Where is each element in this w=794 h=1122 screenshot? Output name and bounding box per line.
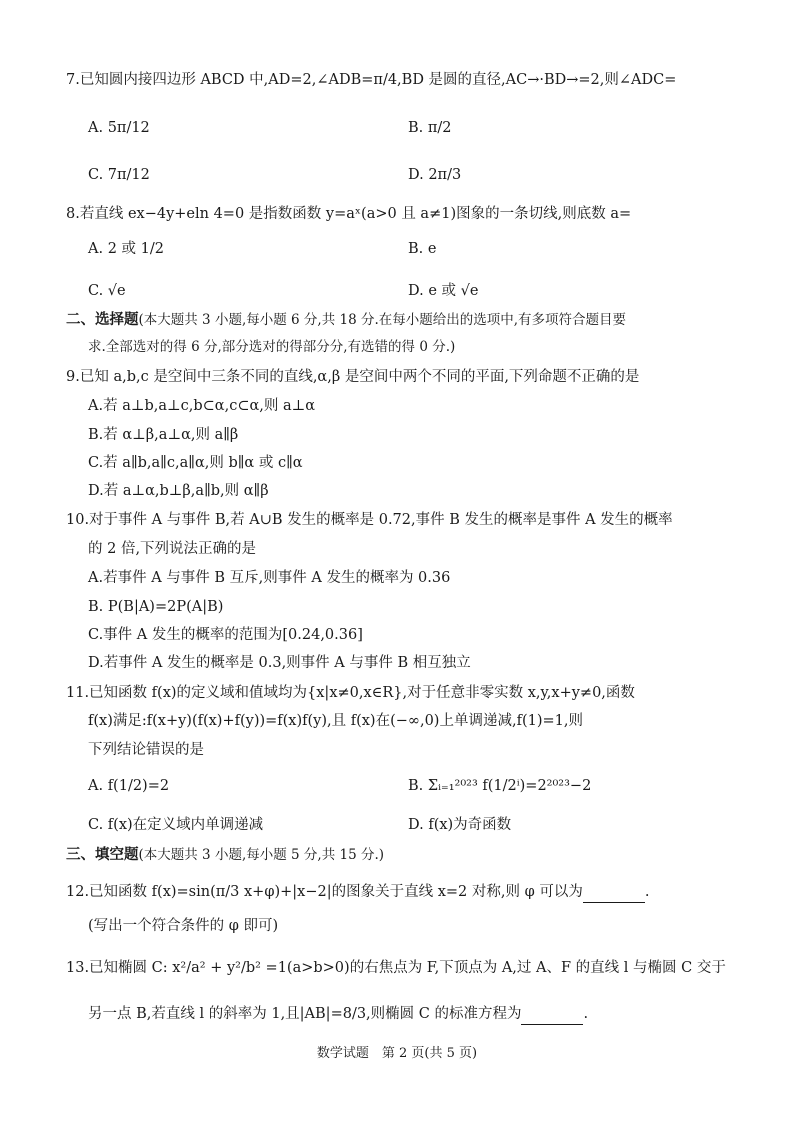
- q10-option-d: D.若事件 A 发生的概率是 0.3,则事件 A 与事件 B 相互独立: [88, 655, 471, 671]
- q11-option-b: B. Σᵢ₌₁²⁰²³ f(1/2ⁱ)=2²⁰²³−2: [408, 778, 592, 794]
- q7-option-b: B. π/2: [408, 120, 452, 136]
- q12-stem-line: [66, 882, 649, 903]
- q11-option-c: C. f(x)在定义域内单调递减: [88, 817, 264, 833]
- q10-stem-line2: 的 2 倍,下列说法正确的是: [88, 541, 257, 557]
- q7-stem: 7.已知圆内接四边形 ABCD 中,AD=2,∠ADB=π/4,BD 是圆的直径,AC→·BD→=2,则∠ADC=: [66, 72, 677, 88]
- q13-stem-line2: [88, 1004, 588, 1025]
- q8-option-c: C. √e: [88, 283, 126, 299]
- section-2-note-2: 求.全部选对的得 6 分,部分选对的得部分分,有选错的得 0 分.): [88, 339, 456, 355]
- section-3-note: (本大题共 3 小题,每小题 5 分,共 15 分.): [138, 847, 385, 863]
- q9-option-a: A.若 a⊥b,a⊥c,b⊂α,c⊂α,则 a⊥α: [88, 398, 316, 414]
- q7-option-d: D. 2π/3: [408, 167, 462, 183]
- q12-stem: 12.已知函数 f(x)=sin(π/3 x+φ)+|x−2|的图象关于直线 x=2 对称,则 φ 可以为: [66, 884, 583, 900]
- section-3-header: [66, 845, 384, 865]
- section-2-title: 二、选择题: [66, 311, 139, 328]
- q12-end: .: [644, 884, 650, 900]
- q7-option-c: C. 7π/12: [88, 167, 150, 183]
- q11-option-d: D. f(x)为奇函数: [408, 817, 512, 833]
- q10-stem-line1: 10.对于事件 A 与事件 B,若 A∪B 发生的概率是 0.72,事件 B 发生的概率是事件 A 发生的概率: [66, 512, 673, 528]
- q11-stem-line3: 下列结论错误的是: [88, 742, 204, 758]
- q9-option-b: B.若 α⊥β,a⊥α,则 a∥β: [88, 427, 239, 443]
- q13-stem: 另一点 B,若直线 l 的斜率为 1,且|AB|=8/3,则椭圆 C 的标准方程为: [88, 1006, 522, 1022]
- q12-hint: (写出一个符合条件的 φ 即可): [88, 918, 279, 934]
- q12-answer-blank: [583, 882, 645, 903]
- q13-answer-blank: [521, 1004, 583, 1025]
- q11-option-a: A. f(1/2)=2: [88, 778, 170, 794]
- q9-option-d: D.若 a⊥α,b⊥β,a∥b,则 α∥β: [88, 483, 269, 499]
- q11-stem-line2: f(x)满足:f(x+y)(f(x)+f(y))=f(x)f(y),且 f(x)在(−∞,0)上单调递减,f(1)=1,则: [88, 713, 583, 729]
- q13-stem-line1: 13.已知椭圆 C: x²/a² + y²/b² =1(a>b>0)的右焦点为 F,下顶点为 A,过 A、F 的直线 l 与椭圆 C 交于: [66, 960, 726, 976]
- q8-option-d: D. e 或 √e: [408, 283, 479, 299]
- q10-option-a: A.若事件 A 与事件 B 互斥,则事件 A 发生的概率为 0.36: [88, 570, 451, 586]
- q8-option-a: A. 2 或 1/2: [88, 241, 164, 257]
- page-footer: 数学试题 第 2 页(共 5 页): [316, 1046, 478, 1061]
- q8-option-b: B. e: [408, 241, 437, 257]
- section-2-note-1: (本大题共 3 小题,每小题 6 分,共 18 分.在每小题给出的选项中,有多项符合题目要: [138, 312, 627, 328]
- q10-option-b: B. P(B|A)=2P(A|B): [88, 599, 224, 615]
- q13-end: .: [583, 1006, 589, 1022]
- section-2-header: [66, 310, 626, 330]
- q10-option-c: C.事件 A 发生的概率的范围为[0.24,0.36]: [88, 627, 363, 643]
- q7-option-a: A. 5π/12: [88, 120, 150, 136]
- q11-stem-line1: 11.已知函数 f(x)的定义域和值域均为{x|x≠0,x∈R},对于任意非零实数 x,y,x+y≠0,函数: [66, 685, 635, 701]
- section-3-title: 三、填空题: [66, 846, 139, 863]
- q9-stem: 9.已知 a,b,c 是空间中三条不同的直线,α,β 是空间中两个不同的平面,下列命题不正确的是: [66, 369, 640, 385]
- q9-option-c: C.若 a∥b,a∥c,a∥α,则 b∥α 或 c∥α: [88, 455, 303, 471]
- q8-stem: 8.若直线 ex−4y+eln 4=0 是指数函数 y=aˣ(a>0 且 a≠1)图象的一条切线,则底数 a=: [66, 206, 632, 222]
